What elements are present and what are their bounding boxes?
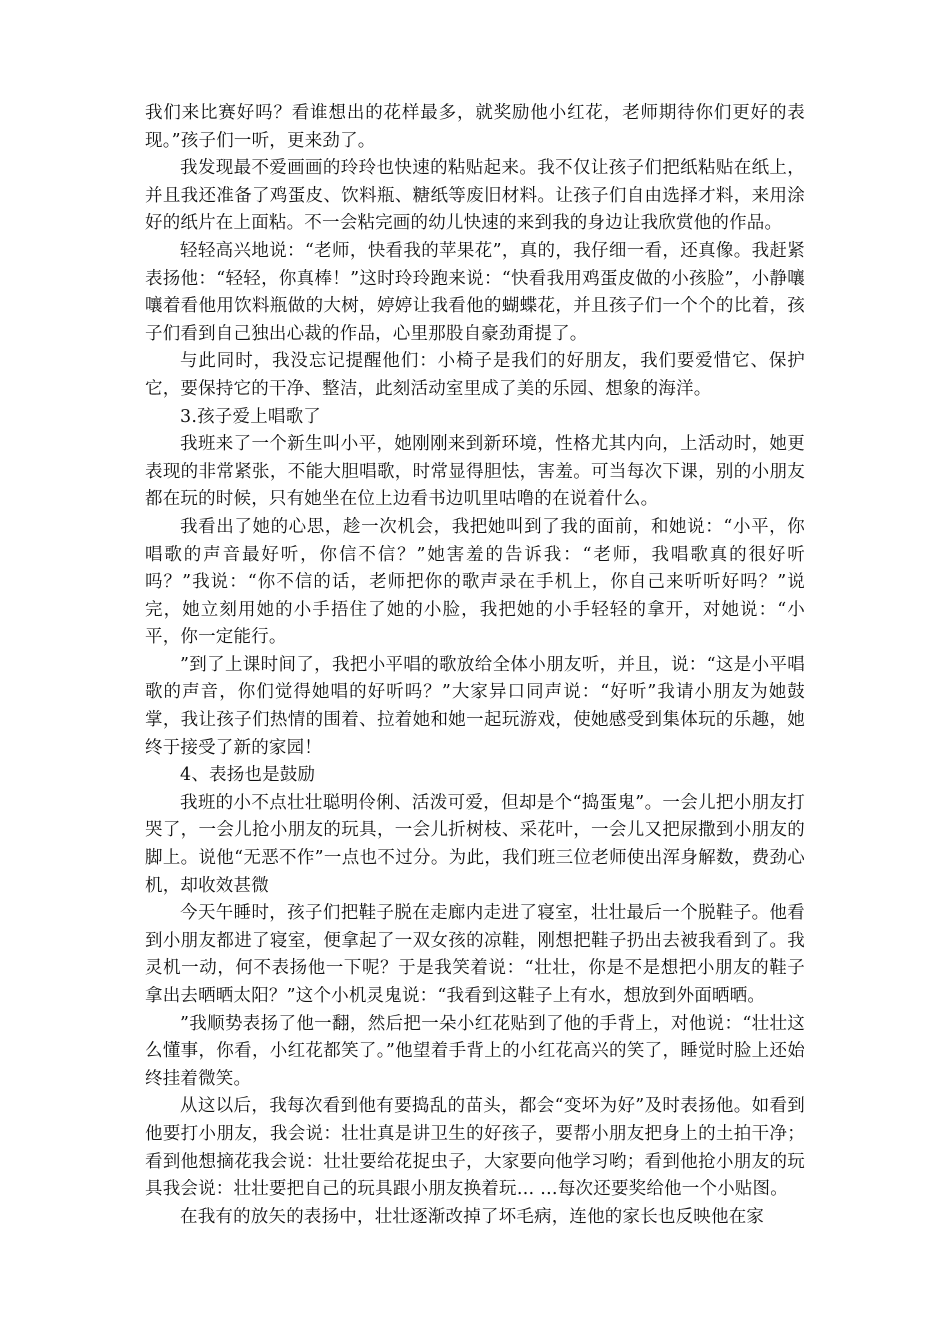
paragraph-7: 我看出了她的心思，趁一次机会，我把她叫到了我的面前，和她说：“小平，你唱歌的声音最好听，你信不信？”她害羞的告诉我：“老师，我唱歌真的很好听吗？”我说：“你不信的话，老师把你的歌声录在手机上，你自己来听听好吗？”说完，她立刻用她的小手捂住了她的小脸，我把她的小手轻轻的拿开，对她说：“小平，你一定能行。 — [145, 516, 805, 648]
paragraph-2: 我发现最不爱画画的玲玲也快速的粘贴起来。我不仅让孩子们把纸粘贴在纸上，并且我还准备了鸡蛋皮、饮料瓶、糖纸等废旧材料。让孩子们自由选择才料，来用涂好的纸片在上面粘。不一会粘完画的幼儿快速的来到我的身边让我欣赏他的作品。 — [145, 158, 805, 234]
paragraph-1: 我们来比赛好吗？看谁想出的花样最多，就奖励他小红花，老师期待你们更好的表现。”孩子们一听，更来劲了。 — [145, 103, 805, 151]
paragraph-14: 在我有的放矢的表扬中，壮壮逐渐改掉了坏毛病，连他的家长也反映他在家 — [180, 1206, 765, 1227]
paragraph-6: 我班来了一个新生叫小平，她刚刚来到新环境，性格尤其内向，上活动时，她更表现的非常紧张，不能大胆唱歌，时常显得胆怯，害羞。可当每次下课，别的小朋友都在玩的时候，只有她坐在位上边看书边叽里咕噜的在说着什么。 — [145, 434, 805, 510]
paragraph-8: ”到了上课时间了，我把小平唱的歌放给全体小朋友听，并且，说：“这是小平唱歌的声音，你们觉得她唱的好听吗？”大家异口同声说：“好听”我请小朋友为她鼓掌，我让孩子们热情的围着、拉着她和她一起玩游戏，使她感受到集体玩的乐趣，她终于接受了新的家园！ — [145, 654, 805, 758]
paragraph-10: 我班的小不点壮壮聪明伶俐、活泼可爱，但却是个“捣蛋鬼”。一会儿把小朋友打哭了，一会儿抢小朋友的玩具，一会儿折树枝、采花叶，一会儿又把尿撒到小朋友的脚上。说他“无恶不作”一点也不过分。为此，我们班三位老师使出浑身解数，费劲心机，却收效甚微 — [145, 792, 805, 896]
section-heading-3: 3.孩子爱上唱歌了 — [180, 406, 321, 427]
paragraph-12: ”我顺势表扬了他一翻，然后把一朵小红花贴到了他的手背上，对他说：“壮壮这么懂事，你看，小红花都笑了。”他望着手背上的小红花高兴的笑了，睡觉时脸上还始终挂着微笑。 — [145, 1013, 805, 1089]
paragraph-11: 今天午睡时，孩子们把鞋子脱在走廊内走进了寝室，壮壮最后一个脱鞋子。他看到小朋友都进了寝室，便拿起了一双女孩的凉鞋，刚想把鞋子扔出去被我看到了。我灵机一动，何不表扬他一下呢？于是我笑着说：“壮壮，你是不是想把小朋友的鞋子拿出去晒晒太阳？”这个小机灵鬼说：“我看到这鞋子上有水，想放到外面晒晒。 — [145, 903, 805, 1006]
paragraph-13: 从这以后，我每次看到他有要捣乱的苗头，都会“变坏为好”及时表扬他。如看到他要打小朋友，我会说：壮壮真是讲卫生的好孩子，要帮小朋友把身上的土拍干净；看到他想摘花我会说：壮壮要给花捉虫子，大家要向他学习哟；看到他抢小朋友的玩具我会说：壮壮要把自己的玩具跟小朋友换着玩… …每次还要奖给他一个小贴图。 — [145, 1096, 805, 1200]
section-heading-4: 4、表扬也是鼓励 — [180, 765, 316, 786]
paragraph-3: 轻轻高兴地说：“老师，快看我的苹果花”，真的，我仔细一看，还真像。我赶紧表扬他：“轻轻，你真棒！”这时玲玲跑来说：“快看我用鸡蛋皮做的小孩脸”，小静嚷嚷着看他用饮料瓶做的大树，婷婷让我看他的蝴蝶花，并且孩子们一个个的比着，孩子们看到自己独出心裁的作品，心里那股自豪劲甭提了。 — [145, 240, 805, 344]
paragraph-4: 与此同时，我没忘记提醒他们：小椅子是我们的好朋友，我们要爱惜它、保护它，要保持它的干净、整洁，此刻活动室里成了美的乐园、想象的海洋。 — [145, 351, 805, 399]
